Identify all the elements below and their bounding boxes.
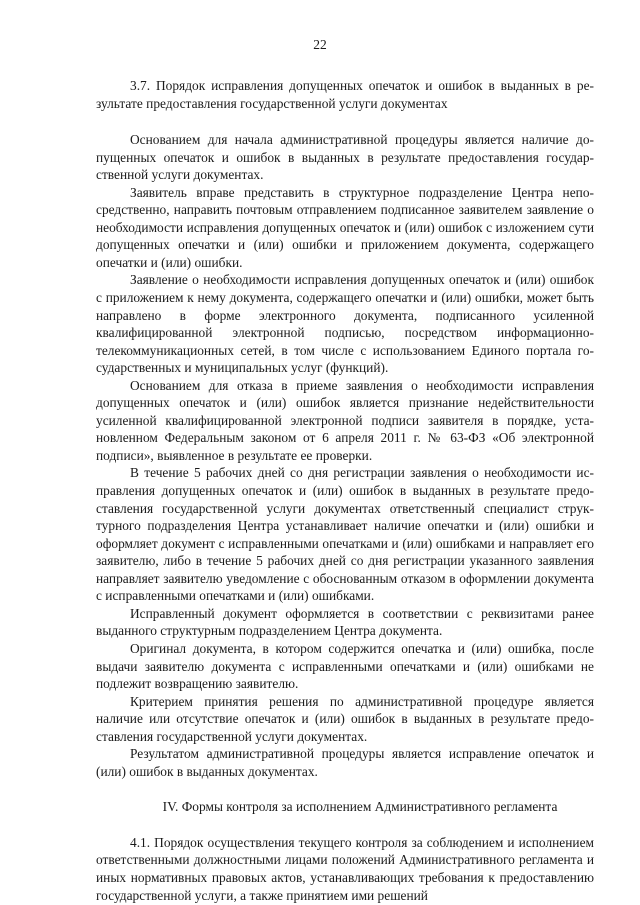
paragraph: Основанием для отказа в приеме заявления о необходимости исправления допущенных опечаток и (или) ошибок является признание недействительности усиленной квалифицированной электронной подписи заявителя в порядке, установленном Федеральным законом от 6 апреля 2011 г. № 63-ФЗ «Об электронной подписи», выявленное в результате ее проверки. [96,377,594,463]
paragraph: Основанием для начала административной процедуры является наличие допущенных опечаток и ошибок в выданных в результате предоставления государственной услуги документах. [96,132,594,183]
document-body [96,77,594,904]
paragraph: Заявитель вправе представить в структурное подразделение Центра непосредственно, направить почтовым отправлением подписанное заявителем заявление о необходимости исправления допущенных опечаток и (или) ошибок с изложением сути допущенных опечатки и (или) ошибки и приложением документа, содержащего опечатки и (или) ошибки. [96,184,594,270]
paragraph: В течение 5 рабочих дней со дня регистрации заявления о необходимости исправления допущенных опечаток и (или) ошибок в выданных в результате предоставления государственной услуги документах ответственный специалист структурного подразделения Центра устанавливает наличие опечатки и (или) ошибки и оформляет документ с исправленными опечатками и (или) ошибками и направляет его заявителю, либо в течение 5 рабочих дней со дня регистрации указанного заявления направляет заявителю уведомление с обоснованным отказом в оформлении документа с исправленными опечатками и (или) ошибками. [96,465,594,604]
paragraph-4-1: 4.1. Порядок осуществления текущего контроля за соблюдением и исполнением ответственными должностными лицами положений Административного регламента и иных нормативных правовых актов, устанавливающих требования к предоставлению государственной услуги, а также принятием ими решений [96,834,594,903]
subsection-heading-3-7: 3.7. Порядок исправления допущенных опечаток и ошибок в выданных в результате предоставления государственной услуги документах [96,78,594,111]
paragraph: Заявление о необходимости исправления допущенных опечаток и (или) ошибок с приложением к нему документа, содержащего опечатки и (или) ошибки, может быть направлено в форме электронного документа, подписанного усиленной квалифицированной электронной подписью, посредством информационно-телекоммуникационных сетей, в том числе с использованием Единого портала государственных и муниципальных услуг (функций). [96,272,594,376]
paragraph: Критерием принятия решения по административной процедуре является наличие или отсутствие опечаток и (или) ошибок в выданных в результате предоставления государственной услуги документах. [96,693,594,744]
section-iv-title: IV. Формы контроля за исполнением Административного регламента [162,799,558,815]
paragraph: Оригинал документа, в котором содержится опечатка и (или) ошибка, после выдачи заявителю документа с исправленными опечатками и (или) ошибками не подлежит возвращению заявителю. [96,640,594,692]
paragraph: Результатом административной процедуры является исправление опечаток и (или) ошибок в выданных документах. [96,746,594,779]
page-number: 22 [313,37,327,52]
paragraph: Исправленный документ оформляется в соответствии с реквизитами ранее выданного структурным подразделением Центра документа. [96,605,594,639]
